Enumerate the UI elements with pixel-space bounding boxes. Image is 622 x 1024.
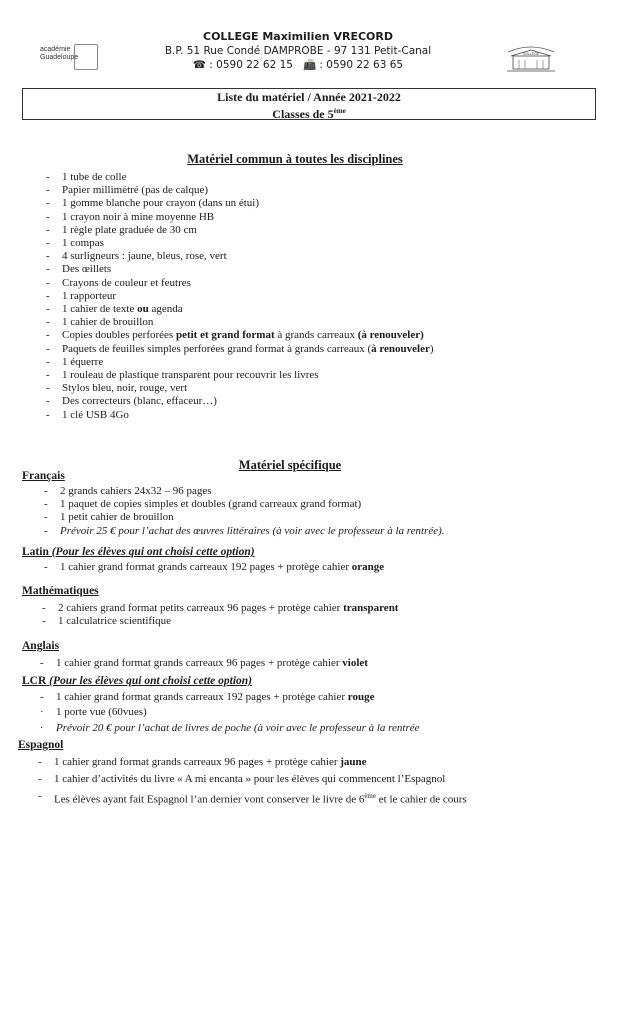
class-level: Classes de 5ème (272, 107, 346, 121)
college-header (148, 30, 448, 72)
latin-list (44, 561, 385, 574)
anglais-list (40, 657, 368, 670)
espagnol-list (38, 754, 467, 809)
list-item: - Les élèves ayant fait Espagnol l’an dernier vont conserver le livre de 6ème et le cahier de cours (38, 790, 467, 806)
list-item: - 1 rouleau de plastique transparent pour recouvrir les livres (46, 369, 319, 382)
list-item: - 1 règle plate graduée de 30 cm (46, 223, 197, 236)
list-item: - Papier millimétré (pas de calque) (46, 184, 208, 197)
document-title-box (22, 88, 596, 120)
subject-latin: Latin (Pour les élèves qui ont choisi cette option) (22, 546, 255, 558)
academy-name-line1: académie (40, 46, 71, 53)
college-logo-label: COLLEGE (522, 52, 540, 56)
list-item: - 1 cahier grand format grands carreaux 96 pages + protège cahier violet (40, 657, 368, 669)
list-item: · Prévoir 20 € pour l’achat de livres de poche (à voir avec le professeur à la rentrée (40, 722, 420, 735)
college-address: B.P. 51 Rue Condé DAMPROBE - 97 131 Petit-Canal (164, 45, 432, 57)
list-item: - Copies doubles perforées petit et grand format à grands carreaux (à renouveler) (46, 329, 424, 342)
list-item: - 1 cahier grand format grands carreaux 96 pages + protège cahier jaune (38, 756, 367, 768)
list-item: - 4 surligneurs : jaune, bleus, rose, vert (46, 250, 227, 263)
phone-number: ☎ : 0590 22 62 15 (192, 59, 293, 71)
fax-number: 📠 : 0590 22 63 65 (303, 59, 404, 71)
subject-mathematiques: Mathématiques (22, 585, 99, 597)
list-item: - Prévoir 25 € pour l’achat des œuvres littéraires (à voir avec le professeur à la rentrée). (44, 524, 445, 537)
college-logo (505, 44, 557, 74)
list-item: - Stylos bleu, noir, rouge, vert (46, 382, 188, 395)
list-item: - 1 cahier d’activités du livre « A mi encanta » pour les élèves qui commencent l’Espagnol (38, 773, 446, 785)
list-item: - 1 cahier grand format grands carreaux 192 pages + protège cahier orange (44, 561, 385, 573)
list-item: - 1 gomme blanche pour crayon (dans un étui) (46, 197, 260, 210)
academie-logo (40, 44, 98, 68)
subject-lcr: LCR (Pour les élèves qui ont choisi cette option) (22, 675, 252, 687)
list-item: - 1 compas (46, 237, 104, 250)
subject-anglais: Anglais (22, 640, 60, 652)
common-materials-heading: Matériel commun à toutes les disciplines (187, 152, 403, 166)
list-item: - 1 cahier de texte ou agenda (46, 303, 183, 316)
list-item: - Des œillets (46, 263, 112, 276)
list-item: - 2 grands cahiers 24x32 – 96 pages (44, 485, 212, 497)
lcr-list (40, 691, 420, 736)
list-item: - 1 tube de colle (46, 171, 127, 183)
academy-name-line2: Guadeloupe (40, 54, 79, 61)
list-item: - 1 petit cahier de brouillon (44, 511, 174, 524)
list-item: - Des correcteurs (blanc, effaceur…) (46, 395, 217, 408)
common-materials-list (46, 171, 434, 422)
francais-list (44, 485, 445, 538)
list-item: - 1 calculatrice scientifique (42, 615, 171, 628)
academie-seal-icon (74, 44, 98, 70)
list-item: - 1 paquet de copies simples et doubles (grand carreaux grand format) (44, 498, 362, 511)
specific-materials-heading: Matériel spécifique (238, 458, 342, 472)
subject-francais: Français (22, 470, 65, 482)
subject-espagnol: Espagnol (18, 739, 64, 751)
school-building-icon (505, 44, 557, 74)
list-item: - 1 clé USB 4Go (46, 408, 129, 421)
list-item: - 1 cahier grand format grands carreaux 192 pages + protège cahier rouge (40, 691, 375, 703)
list-item: - 1 cahier de brouillon (46, 316, 154, 329)
list-item: - 1 rapporteur (46, 289, 117, 302)
list-item: - Paquets de feuilles simples perforées grand format à grands carreaux (à renouveler) (46, 342, 434, 355)
list-item: - Crayons de couleur et feutres (46, 276, 191, 289)
list-item: - 1 équerre (46, 355, 104, 368)
college-contacts (148, 58, 448, 72)
list-item: - 1 crayon noir à mine moyenne HB (46, 210, 215, 223)
college-name: COLLEGE Maximilien VRECORD (203, 30, 393, 43)
list-item: · 1 porte vue (60vues) (40, 706, 147, 719)
maths-list (42, 602, 399, 628)
list-title: Liste du matériel / Année 2021-2022 (217, 90, 401, 104)
list-item: - 2 cahiers grand format petits carreaux 96 pages + protège cahier transparent (42, 602, 399, 614)
